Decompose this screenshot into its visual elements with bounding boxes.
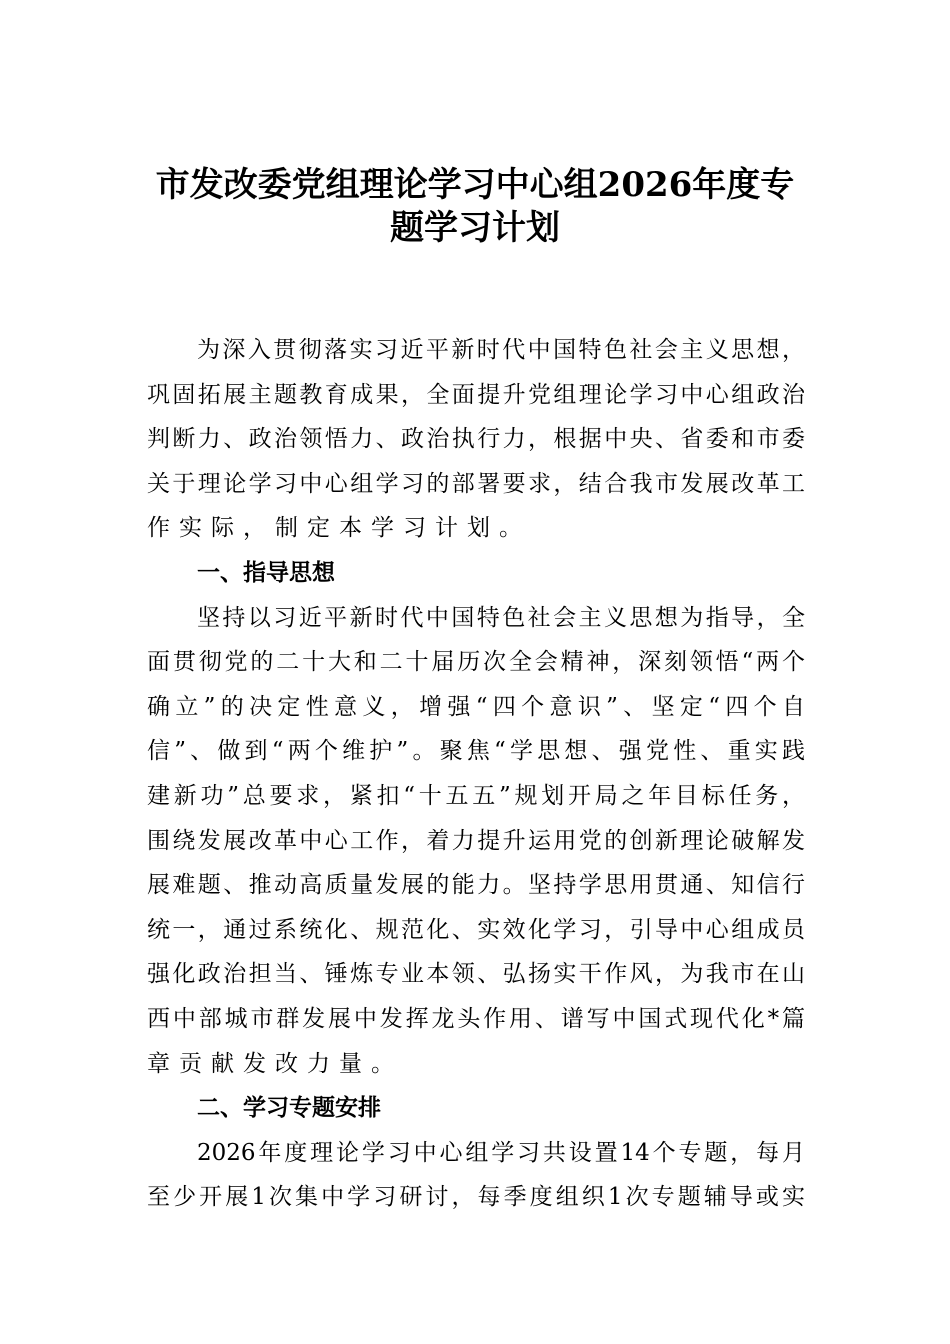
guiding-ideology-paragraph: [147, 596, 805, 1087]
text-line: 信”、做到“两个维护”。聚焦“学思想、强党性、重实践: [147, 738, 805, 765]
section-heading-study-topics: 二、学习专题安排: [197, 1095, 381, 1122]
text-line: 西中部城市群发展中发挥龙头作用、谱写中国式现代化*篇: [147, 1005, 805, 1032]
text-line: 2026年度理论学习中心组学习共设置14个专题，每月: [197, 1139, 805, 1166]
text-line: 至少开展1次集中学习研讨，每季度组织1次专题辅导或实: [147, 1184, 805, 1211]
text-line: 面贯彻党的二十大和二十届历次全会精神，深刻领悟“两个: [147, 649, 805, 676]
text-line: 围绕发展改革中心工作，着力提升运用党的创新理论破解发: [147, 827, 805, 854]
document-title-line-1: 市发改委党组理论学习中心组2026年度专: [155, 165, 795, 205]
text-line: 关于理论学习中心组学习的部署要求，结合我市发展改革工: [147, 470, 805, 497]
text-line: 统一，通过系统化、规范化、实效化学习，引导中心组成员: [147, 916, 805, 943]
text-line: 建新功”总要求，紧扣“十五五”规划开局之年目标任务，: [147, 782, 805, 809]
document-body: [147, 328, 805, 1220]
text-line: 展难题、推动高质量发展的能力。坚持学思用贯通、知信行: [147, 872, 805, 899]
section-heading-guiding-ideology: 一、指导思想: [197, 559, 335, 586]
text-line: 强化政治担当、锤炼专业本领、弘扬实干作风，为我市在山: [147, 961, 805, 988]
text-line: 为深入贯彻落实习近平新时代中国特色社会主义思想，: [197, 337, 805, 363]
text-line: 坚持以习近平新时代中国特色社会主义思想为指导，全: [197, 604, 805, 631]
document-title-line-2: 题学习计划: [390, 208, 560, 248]
text-line: 确立”的决定性意义，增强“四个意识”、坚定“四个自: [147, 693, 805, 720]
text-line: 判断力、政治领悟力、政治执行力，根据中央、省委和市委: [147, 426, 805, 453]
text-line: 巩固拓展主题教育成果，全面提升党组理论学习中心组政治: [147, 381, 805, 408]
text-line: 章贡献发改力量。: [147, 1050, 403, 1077]
study-topics-paragraph: [147, 1131, 805, 1220]
text-line: 作实际，制定本学习计划。: [147, 515, 531, 542]
intro-paragraph: [147, 328, 805, 551]
